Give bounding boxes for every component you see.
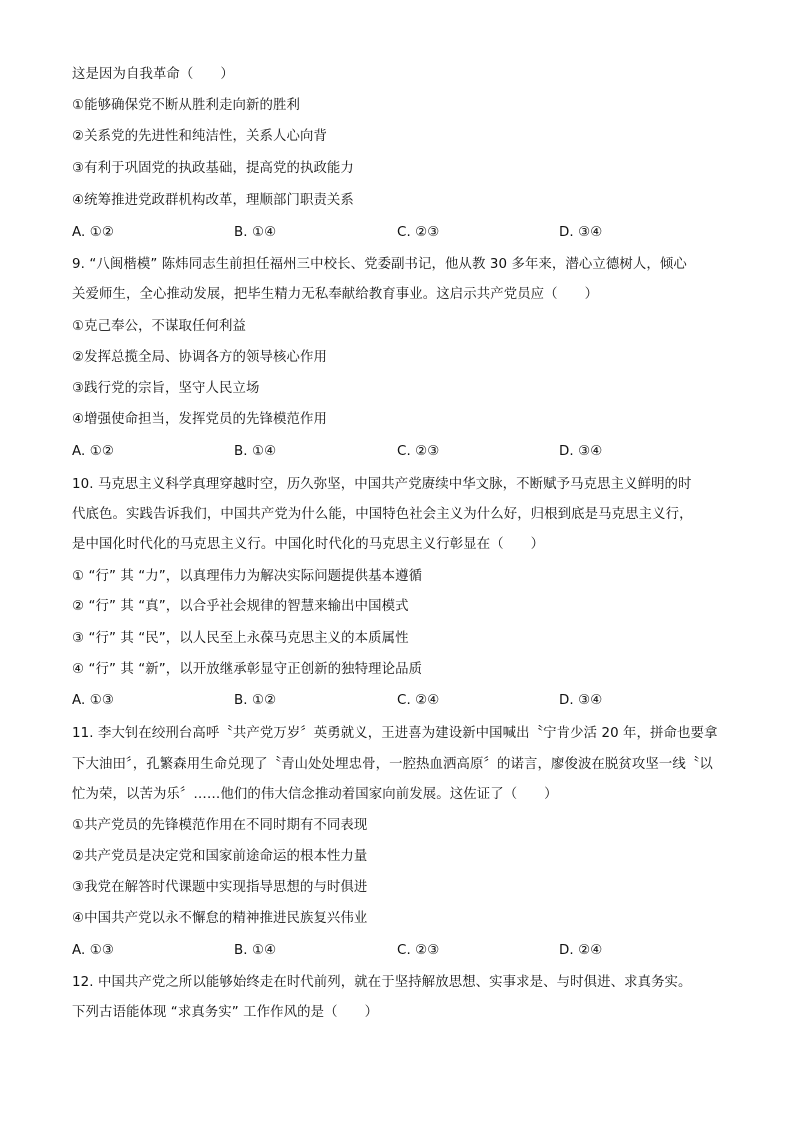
q10-item-2: ② “行” 其 “真”，以合乎社会规律的智慧来输出中国模式 xyxy=(72,599,409,614)
q8-option-b[interactable]: B. ①④ xyxy=(234,225,277,240)
q10-option-d[interactable]: D. ③④ xyxy=(559,693,603,708)
q8-option-c[interactable]: C. ②③ xyxy=(397,225,440,240)
q10-stem-line-1: 10. 马克思主义科学真理穿越时空，历久弥坚，中国共产党赓续中华文脉，不断赋予马克思主义鲜明的时 xyxy=(72,477,692,492)
q9-option-d[interactable]: D. ③④ xyxy=(559,444,603,459)
q10-item-4: ④ “行” 其 “新”，以开放继承彰显守正创新的独特理论品质 xyxy=(72,662,423,677)
q9-stem-line-1: 9. “八闽楷模” 陈炜同志生前担任福州三中校长、党委副书记，他从教 30 多年来，潜心立德树人，倾心 xyxy=(72,257,687,272)
q8-option-d[interactable]: D. ③④ xyxy=(559,225,603,240)
q11-stem-line-1: 11. 李大钊在绞刑台高呼〝共产党万岁〞英勇就义，王进喜为建设新中国喊出〝宁肯少活 20 年，拼命也要拿 xyxy=(72,726,718,741)
q10-option-a[interactable]: A. ①③ xyxy=(72,693,114,708)
q11-item-3: ③我党在解答时代课题中实现指导思想的与时俱进 xyxy=(72,880,368,895)
q10-item-1: ① “行” 其 “力”，以真理伟力为解决实际问题提供基本遵循 xyxy=(72,569,423,584)
q9-item-3: ③践行党的宗旨，坚守人民立场 xyxy=(72,381,260,396)
q11-stem-line-3: 忙为荣，以苦为乐〞……他们的伟大信念推动着国家向前发展。这佐证了（ ） xyxy=(72,787,558,802)
q10-stem-line-2: 代底色。实践告诉我们，中国共产党为什么能，中国特色社会主义为什么好，归根到底是马克思主义行， xyxy=(72,507,693,522)
q11-item-2: ②共产党员是决定党和国家前途命运的根本性力量 xyxy=(72,849,368,864)
q9-item-2: ②发挥总揽全局、协调各方的领导核心作用 xyxy=(72,350,327,365)
q8-item-2: ②关系党的先进性和纯洁性，关系人心向背 xyxy=(72,129,327,144)
q10-option-b[interactable]: B. ①② xyxy=(234,693,277,708)
q11-stem-line-2: 下大油田〞，孔繁森用生命兑现了〝青山处处埋忠骨，一腔热血洒高原〞的诺言，廖俊波在脱贫攻坚一线〝以 xyxy=(72,757,713,772)
q10-option-c[interactable]: C. ②④ xyxy=(397,693,440,708)
q8-item-3: ③有利于巩固党的执政基础，提高党的执政能力 xyxy=(72,161,354,176)
q9-option-a[interactable]: A. ①② xyxy=(72,444,114,459)
q8-item-1: ①能够确保党不断从胜利走向新的胜利 xyxy=(72,98,300,113)
q10-stem-line-3: 是中国化时代化的马克思主义行。中国化时代化的马克思主义行彰显在（ ） xyxy=(72,537,545,552)
q11-option-a[interactable]: A. ①③ xyxy=(72,943,114,958)
q9-stem-line-2: 关爱师生，全心推动发展，把毕生精力无私奉献给教育事业。这启示共产党员应（ ） xyxy=(72,287,599,302)
q9-option-b[interactable]: B. ①④ xyxy=(234,444,277,459)
q12-stem-line-2: 下列古语能体现 “求真务实” 工作作风的是（ ） xyxy=(72,1005,379,1020)
q8-option-a[interactable]: A. ①② xyxy=(72,225,114,240)
q9-option-c[interactable]: C. ②③ xyxy=(397,444,440,459)
q9-options xyxy=(72,443,732,461)
q11-item-4: ④中国共产党以永不懈怠的精神推进民族复兴伟业 xyxy=(72,911,368,926)
q11-option-c[interactable]: C. ②③ xyxy=(397,943,440,958)
q8-item-4: ④统筹推进党政群机构改革，理顺部门职责关系 xyxy=(72,193,354,208)
q10-options xyxy=(72,692,732,710)
q8-options xyxy=(72,224,732,242)
q12-stem-line-1: 12. 中国共产党之所以能够始终走在时代前列，就在于坚持解放思想、实事求是、与时俱进、求真务实。 xyxy=(72,975,692,990)
q11-item-1: ①共产党员的先锋模范作用在不同时期有不同表现 xyxy=(72,818,368,833)
q10-item-3: ③ “行” 其 “民”，以人民至上永葆马克思主义的本质属性 xyxy=(72,631,409,646)
q8-stem: 这是因为自我革命（ ） xyxy=(72,67,234,82)
q11-option-d[interactable]: D. ②④ xyxy=(559,943,603,958)
q11-option-b[interactable]: B. ①④ xyxy=(234,943,277,958)
q9-item-4: ④增强使命担当，发挥党员的先锋模范作用 xyxy=(72,412,327,427)
q9-item-1: ①克己奉公，不谋取任何利益 xyxy=(72,319,246,334)
q11-options xyxy=(72,942,732,960)
